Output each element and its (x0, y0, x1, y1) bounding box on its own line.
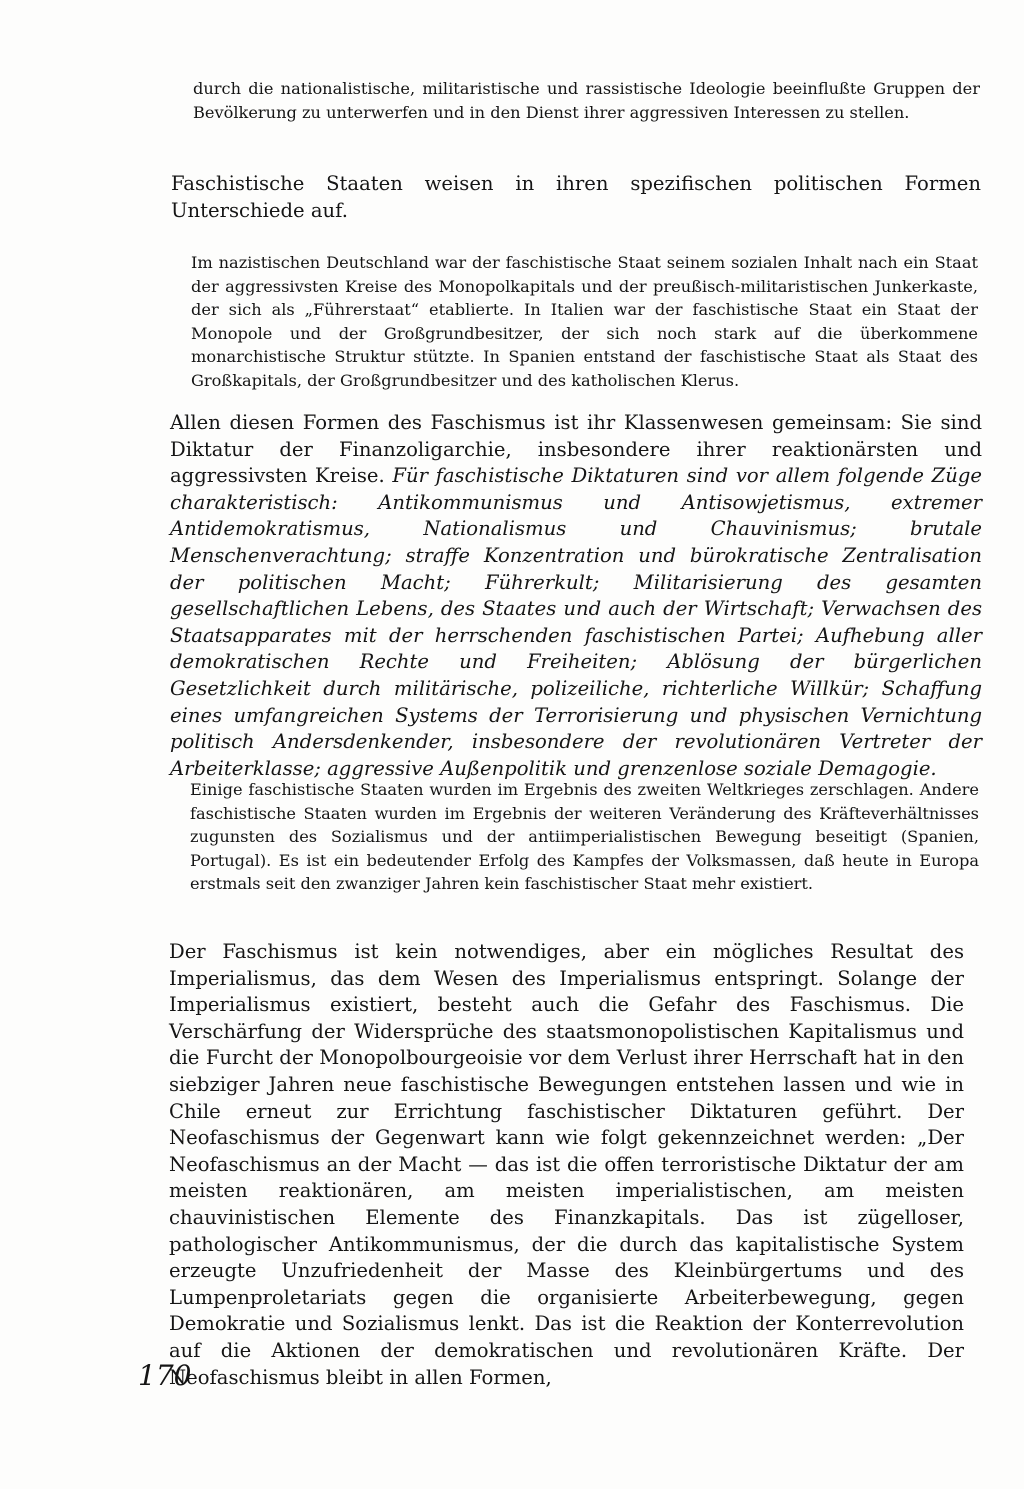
class-essence-text: Allen diesen Formen des Faschismus ist ihr Klassenwesen gemeinsam: Sie sind Diktatur der Finanzoligarchie, insbesondere ihrer reaktionärsten und aggressivsten Kreise. (170, 411, 982, 488)
page-number: 170 (138, 1359, 192, 1392)
paragraph-defeated-fascist-states: Einige faschistische Staaten wurden im Ergebnis des zweiten Weltkrieges zerschlagen. Andere faschistische Staaten wurden im Ergebnis der weiteren Veränderung des Kräfteverhältnisses zugunsten des Sozialismus und der antiimperialistischen Bewegung beseitigt (Spanien, Portugal). Es ist ein bedeutender Erfolg des Kampfes der Volksmassen, daß heute in Europa erstmals seit den zwanziger Jahren kein faschistischer Staat mehr existiert. (190, 780, 979, 894)
paragraph-class-essence (170, 410, 982, 782)
paragraph-forms-differences: Faschistische Staaten weisen in ihren spezifischen politischen Formen Unterschiede auf. (171, 172, 981, 222)
paragraph-neofascism: Der Faschismus ist kein notwendiges, aber ein mögliches Resultat des Imperialismus, das dem Wesen des Imperialismus entspringt. Solange der Imperialismus existiert, besteht auch die Gefahr des Faschismus. Die Verschärfung der Widersprüche des staatsmonopolistischen Kapitalismus und die Furcht der Monopolbourgeoisie vor dem Verlust ihrer Herrschaft hat in den siebziger Jahren neue faschistische Bewegungen entstehen lassen und wie in Chile erneut zur Errichtung faschistischer Diktaturen geführt. Der Neofaschismus der Gegenwart kann wie folgt gekennzeichnet werden: „Der Neofaschismus an der Macht — das ist die offen terroristische Diktatur der am meisten reaktionären, am meisten imperialistischen, am meisten chauvinistischen Elemente des Finanzkapitals. Das ist zügelloser, pathologischer Antikommunismus, der die durch das kapitalistische System erzeugte Unzufriedenheit der Masse des Kleinbürgertums und des Lumpenproletariats gegen die organisierte Arbeiterbewegung, gegen Demokratie und Sozialismus lenkt. Das ist die Reaktion der Konterrevolution auf die Aktionen der demokratischen und revolutionären Kräfte. Der Neofaschismus bleibt in allen Formen, (169, 940, 964, 1389)
paragraph-continued-small: durch die nationalistische, militaristische und rassistische Ideologie beeinflußte Gruppen der Bevölkerung zu unterwerfen und in den Dienst ihrer aggressiven Interessen zu stellen. (193, 79, 980, 122)
fascist-dictatorship-traits: Für faschistische Diktaturen sind vor allem folgende Züge charakteristisch: Antikommunismus und Antisowjetismus, extremer Antidemokratismus, Nationalismus und Chauvinismus; brutale Menschenverachtung; straffe Konzentration und bürokratische Zentralisation der politischen Macht; Führerkult; Militarisierung des gesamten gesellschaftlichen Lebens, des Staates und auch der Wirtschaft; Verwachsen des Staatsapparates mit der herrschenden faschistischen Partei; Aufhebung aller demokratischen Rechte und Freiheiten; Ablösung der bürgerlichen Gesetzlichkeit durch militärische, polizeiliche, richterliche Willkür; Schaffung eines umfangreichen Systems der Terrorisierung und physischen Vernichtung politisch Andersdenkender, insbesondere der revolutionären Vertreter der Arbeiterklasse; aggressive Außenpolitik und grenzenlose soziale Demagogie. (170, 464, 982, 780)
paragraph-fascist-states-examples: Im nazistischen Deutschland war der faschistische Staat seinem sozialen Inhalt nach ein Staat der aggressivsten Kreise des Monopolkapitals und der preußisch-militaristischen Junkerkaste, der sich als „Führerstaat“ etablierte. In Italien war der faschistische Staat ein Staat der Monopole und der Großgrundbesitzer, der sich noch stark auf die überkommene monarchistische Struktur stützte. In Spanien entstand der faschistische Staat als Staat des Großkapitals, der Großgrundbesitzer und des katholischen Klerus. (191, 253, 978, 390)
